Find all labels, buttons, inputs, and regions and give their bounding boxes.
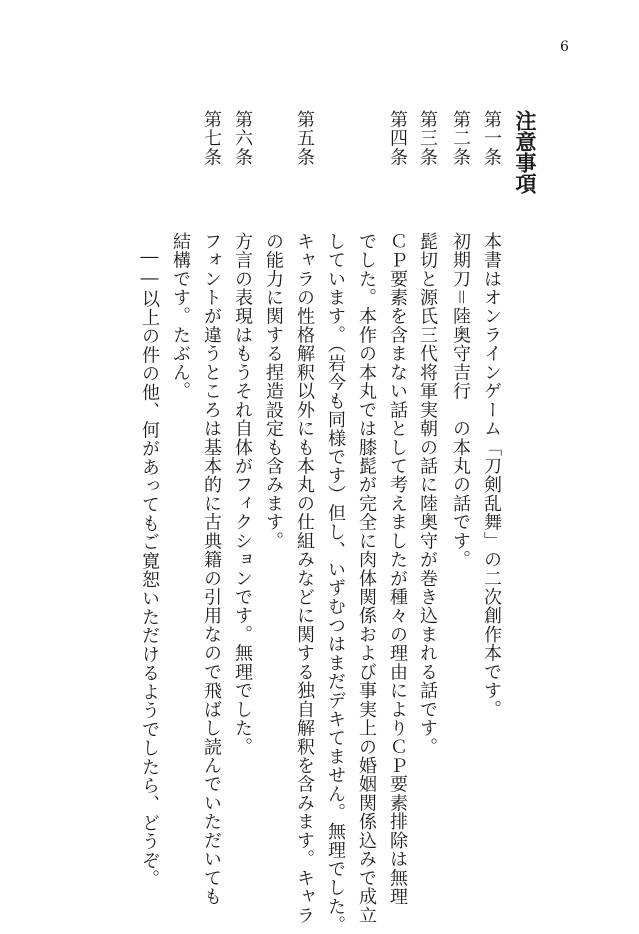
article-4-line-3: しています。（岩今も同様です）但し、いずむつはまだデキてません。無理でした。 — [325, 232, 346, 934]
article-5-line-1: キャラの性格解釈以外にも本丸の仕組みなどに関する独自解釈を含みます。キャラ — [294, 232, 315, 925]
article-7-line-2: 結構です。たぶん。 — [170, 232, 191, 401]
article-4-line-1: ＣＰ要素を含まない話として考えましたが種々の理由によりＣＰ要素排除は無理 — [387, 232, 408, 906]
article-3-label: 第三条 — [417, 110, 438, 167]
article-3-line-1: 髭切と源氏三代将軍実朝の話に陸奥守が巻き込まれる話です。 — [417, 232, 438, 757]
article-2-label: 第二条 — [450, 110, 471, 167]
page-number: 6 — [560, 39, 569, 55]
article-1-label: 第一条 — [481, 110, 502, 167]
article-2-line-1: 初期刀＝陸奥守吉行 の本丸の話です。 — [450, 232, 471, 569]
article-4-line-2: でした。本作の本丸では膝髭が完全に肉体関係および事実上の婚姻関係込みで成立 — [356, 232, 377, 925]
article-5-line-2: の能力に関する捏造設定も含みます。 — [263, 232, 284, 551]
article-6-line-1: 方言の表現はもうそれ自体がフィクションです。無理でした。 — [232, 232, 253, 757]
article-6-label: 第六条 — [232, 110, 253, 167]
closing-remark: ――以上の件の他、何があってもご寛恕いただけるようでしたら、どうぞ。 — [139, 246, 160, 889]
article-1-line-1: 本書はオンラインゲーム「刀剣乱舞」の二次創作本です。 — [481, 232, 502, 719]
page-title: 注意事項 — [513, 110, 538, 194]
article-4-label: 第四条 — [387, 110, 408, 167]
article-7-label: 第七条 — [201, 110, 222, 167]
article-5-label: 第五条 — [294, 110, 315, 167]
article-7-line-1: フォントが違うところは基本的に古典籍の引用なので飛ばし読んでいただいても — [201, 232, 222, 906]
